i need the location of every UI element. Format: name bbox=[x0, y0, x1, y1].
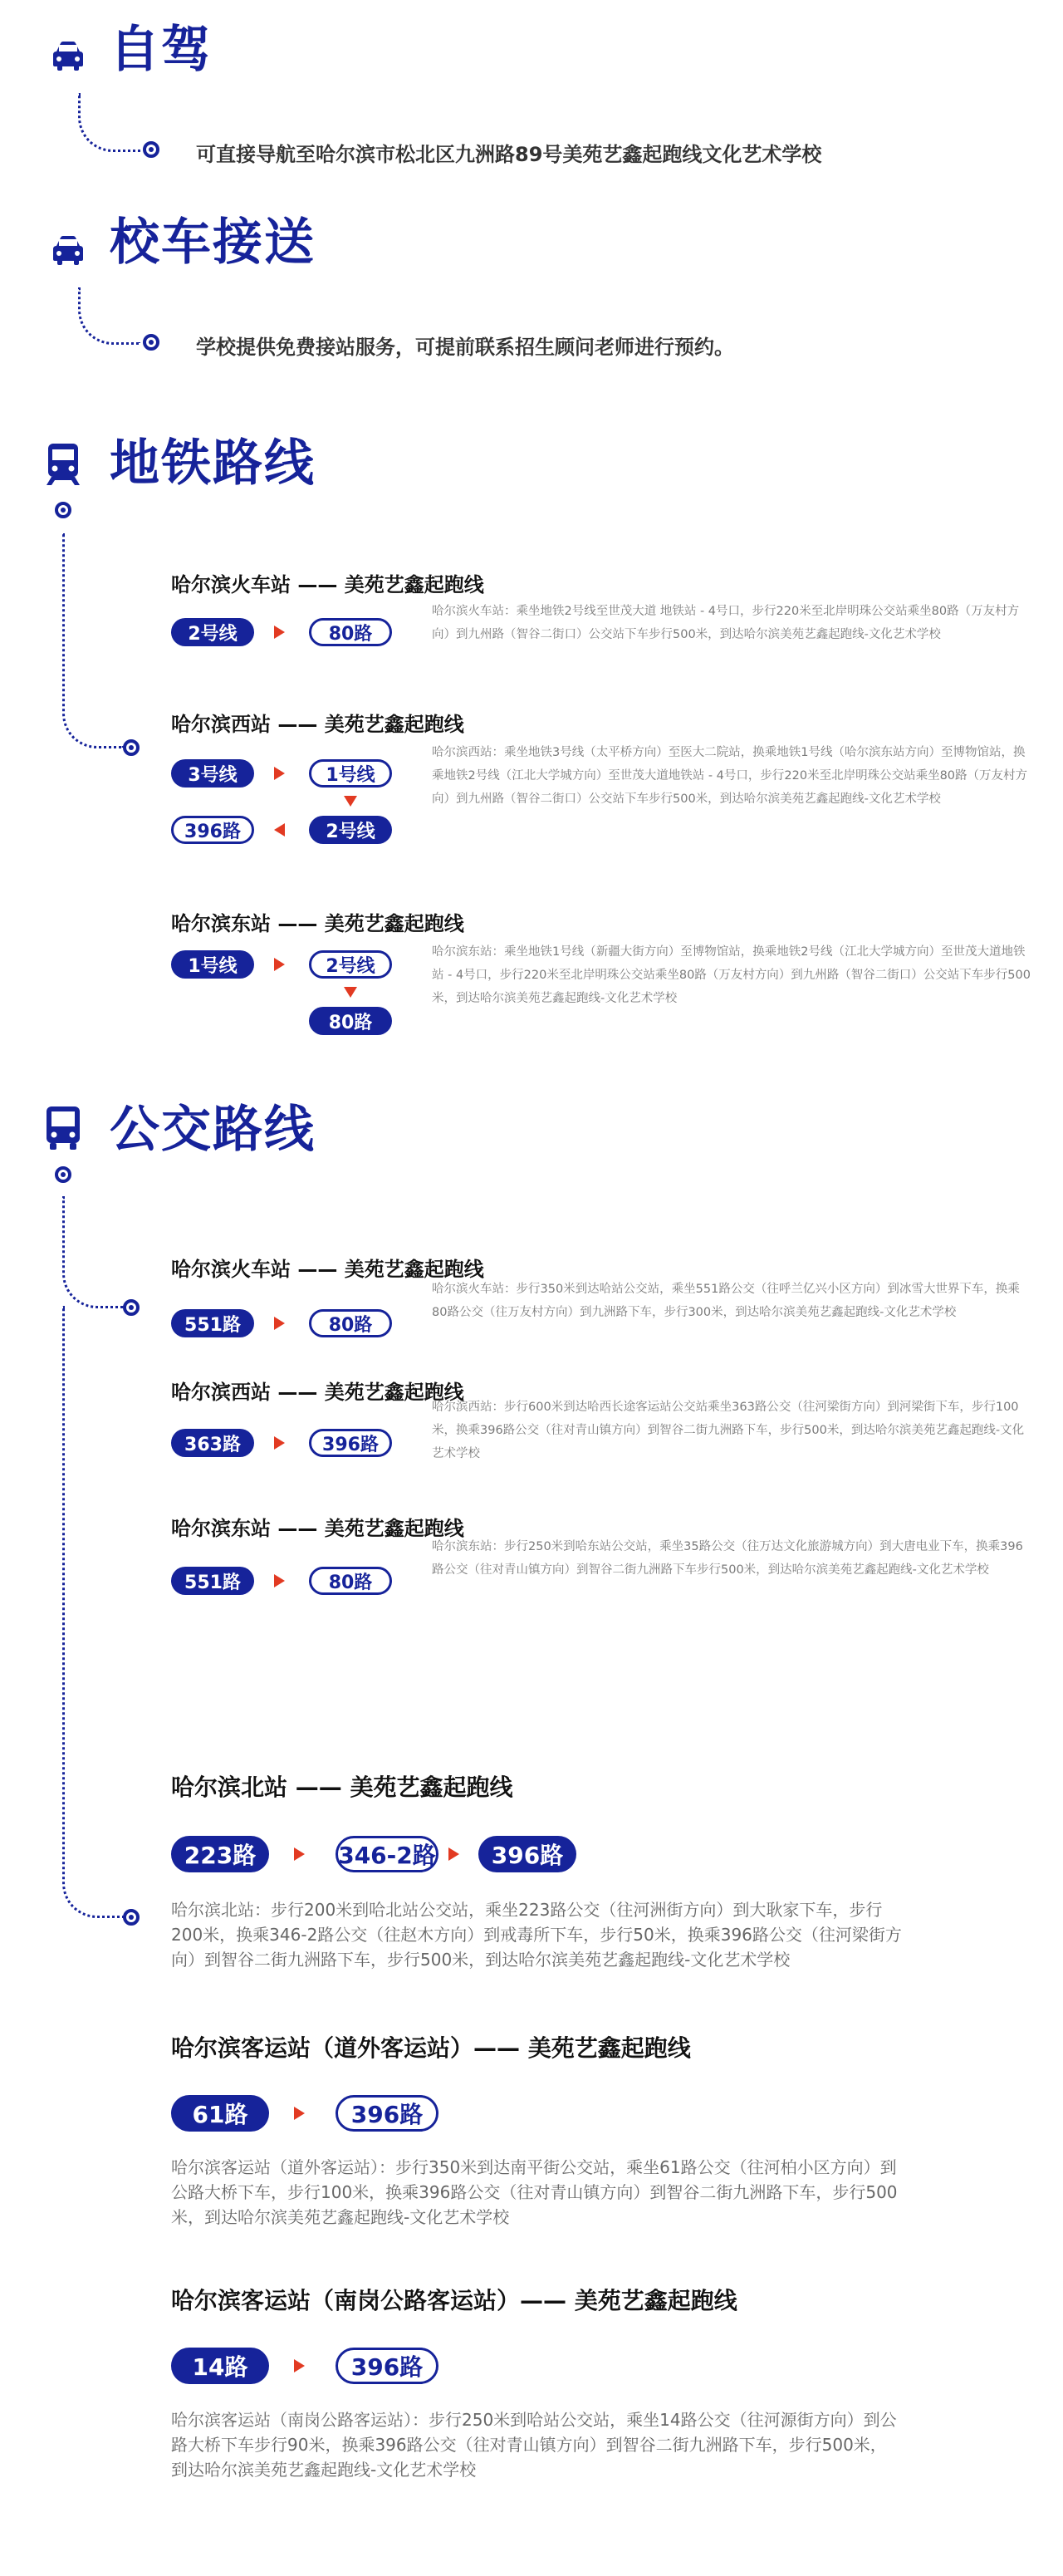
metro-route-2-title: 哈尔滨西站 —— 美苑艺鑫起跑线 bbox=[171, 713, 464, 736]
metro-route-2-line-2: 1号线 bbox=[309, 759, 392, 788]
metro-route-3-title: 哈尔滨东站 —— 美苑艺鑫起跑线 bbox=[171, 912, 464, 935]
car-icon bbox=[50, 37, 86, 73]
bus-route-4-desc: 哈尔滨北站：步行200米到哈北站公交站，乘坐223路公交（往河洲街方向）到大耿家下车，步行200米，换乘346-2路公交（往赵木方向）到戒毒所下车，步行50米，换乘396路公交（往河梁街方向）到智谷二街九洲路下车，步行500米，到达哈尔滨美苑艺鑫起跑线-文化艺术学校 bbox=[171, 1900, 902, 1970]
arrow-right bbox=[448, 1847, 459, 1861]
arrow-down bbox=[344, 796, 357, 807]
bus-connector-2 bbox=[62, 1306, 125, 1918]
bus-route-2-line-1: 363路 bbox=[171, 1429, 254, 1457]
shuttle-dot bbox=[143, 334, 159, 351]
bus-route-5-line-2: 396路 bbox=[336, 2095, 438, 2132]
self-drive-title: 自驾 bbox=[110, 21, 213, 79]
bus-connector-1 bbox=[62, 1196, 125, 1308]
bus-route-4-line-3: 396路 bbox=[478, 1836, 576, 1872]
bus-title: 公交路线 bbox=[110, 1101, 316, 1159]
arrow-right bbox=[274, 767, 285, 780]
metro-head-dot bbox=[55, 502, 71, 518]
arrow-left bbox=[274, 823, 285, 837]
shuttle-title: 校车接送 bbox=[110, 213, 316, 272]
bus-route-2-title: 哈尔滨西站 —— 美苑艺鑫起跑线 bbox=[171, 1381, 464, 1404]
arrow-right bbox=[274, 1436, 285, 1450]
bus-route-3-title: 哈尔滨东站 —— 美苑艺鑫起跑线 bbox=[171, 1517, 464, 1540]
bus-route-6-title: 哈尔滨客运站（南岗公路客运站）—— 美苑艺鑫起跑线 bbox=[171, 2287, 737, 2314]
bus-icon bbox=[43, 1105, 83, 1151]
shuttle-connector bbox=[78, 287, 140, 345]
bus-route-4-line-2: 346-2路 bbox=[336, 1836, 438, 1872]
bus-node-dot-1 bbox=[123, 1299, 140, 1316]
metro-route-1-line-2: 80路 bbox=[309, 618, 392, 646]
self-drive-text: 可直接导航至哈尔滨市松北区九洲路89号美苑艺鑫起跑线文化艺术学校 bbox=[196, 143, 822, 166]
metro-title: 地铁路线 bbox=[110, 434, 316, 493]
arrow-right bbox=[274, 1317, 285, 1330]
bus-route-3-line-1: 551路 bbox=[171, 1567, 254, 1595]
bus-route-4-line-1: 223路 bbox=[171, 1836, 269, 1872]
arrow-right bbox=[274, 958, 285, 971]
metro-route-2-line-3: 2号线 bbox=[309, 816, 392, 844]
bus-route-1-title: 哈尔滨火车站 —— 美苑艺鑫起跑线 bbox=[171, 1258, 484, 1281]
bus-route-4-title: 哈尔滨北站 —— 美苑艺鑫起跑线 bbox=[171, 1774, 513, 1801]
bus-route-5-desc: 哈尔滨客运站（道外客运站）：步行350米到达南平街公交站，乘坐61路公交（往河柏小区方向）到公路大桥下车，步行100米，换乘396路公交（往对青山镇方向）到智谷二街九洲路下车，步行500米，到达哈尔滨美苑艺鑫起跑线-文化艺术学校 bbox=[171, 2157, 898, 2227]
bus-route-6-line-2: 396路 bbox=[336, 2348, 438, 2384]
metro-route-1-desc: 哈尔滨火车站：乘坐地铁2号线至世茂大道 地铁站 - 4号口，步行220米至北岸明珠公交站乘坐80路（万友村方向）到九州路（智谷二街口）公交站下车步行500米，到达哈尔滨美苑艺鑫起跑线-文化艺术学校 bbox=[432, 605, 1020, 641]
metro-connector bbox=[62, 533, 125, 748]
arrow-right bbox=[294, 1847, 305, 1861]
self-drive-connector bbox=[78, 93, 140, 152]
bus-route-1-line-2: 80路 bbox=[309, 1309, 392, 1337]
bus-route-5-line-1: 61路 bbox=[171, 2095, 269, 2132]
metro-route-3-desc: 哈尔滨东站：乘坐地铁1号线（新疆大街方向）至博物馆站，换乘地铁2号线（江北大学城方向）至世茂大道地铁站 - 4号口，步行220米至北岸明珠公交站乘坐80路（万友村方向）到九州路（智谷二街口）公交站下车步行500米，到达哈尔滨美苑艺鑫起跑线-文化艺术学校 bbox=[432, 945, 1031, 1005]
metro-route-2-line-4: 396路 bbox=[171, 816, 254, 844]
metro-route-3-line-3: 80路 bbox=[309, 1007, 392, 1035]
bus-route-3-line-2: 80路 bbox=[309, 1567, 392, 1595]
metro-route-1-line-1: 2号线 bbox=[171, 618, 254, 646]
metro-route-3-line-1: 1号线 bbox=[171, 950, 254, 979]
self-drive-dot bbox=[143, 141, 159, 158]
arrow-right bbox=[274, 626, 285, 639]
metro-route-2-line-1: 3号线 bbox=[171, 759, 254, 788]
bus-route-3-desc: 哈尔滨东站：步行250米到哈东站公交站，乘坐35路公交（往万达文化旅游城方向）到大唐电业下车，换乘396路公交（往对青山镇方向）到智谷二街九洲路下车步行500米，到达哈尔滨美苑艺鑫起跑线-文化艺术学校 bbox=[432, 1540, 1023, 1577]
metro-route-2-desc: 哈尔滨西站：乘坐地铁3号线（太平桥方向）至医大二院站，换乘地铁1号线（哈尔滨东站方向）至博物馆站，换乘地铁2号线（江北大学城方向）至世茂大道地铁站 - 4号口，步行220米至北岸明珠公交站乘坐80路（万友村方向）到九州路（智谷二街口）公交站下车步行500米，到达哈尔滨美苑艺鑫起跑线-文化艺术学校 bbox=[432, 746, 1028, 806]
metro-node-dot bbox=[123, 739, 140, 756]
arrow-down bbox=[344, 987, 357, 998]
bus-route-5-title: 哈尔滨客运站（道外客运站）—— 美苑艺鑫起跑线 bbox=[171, 2034, 691, 2062]
bus-route-2-line-2: 396路 bbox=[309, 1429, 392, 1457]
bus-head-dot bbox=[55, 1166, 71, 1183]
bus-route-6-desc: 哈尔滨客运站（南岗公路客运站）：步行250米到哈站公交站，乘坐14路公交（往河源街方向）到公路大桥下车步行90米，换乘396路公交（往对青山镇方向）到智谷二街九洲路下车，步行500米，到达哈尔滨美苑艺鑫起跑线-文化艺术学校 bbox=[171, 2410, 897, 2480]
metro-icon bbox=[43, 442, 83, 487]
bus-node-dot-2 bbox=[123, 1909, 140, 1926]
bus-route-1-desc: 哈尔滨火车站：步行350米到达哈站公交站，乘坐551路公交（往呼兰亿兴小区方向）到冰雪大世界下车，换乘80路公交（往万友村方向）到九洲路下车，步行300米，到达哈尔滨美苑艺鑫起跑线-文化艺术学校 bbox=[432, 1283, 1020, 1319]
bus-route-6-line-1: 14路 bbox=[171, 2348, 269, 2384]
arrow-right bbox=[274, 1574, 285, 1587]
shuttle-text: 学校提供免费接站服务，可提前联系招生顾问老师进行预约。 bbox=[196, 336, 734, 359]
bus-route-1-line-1: 551路 bbox=[171, 1309, 254, 1337]
arrow-right bbox=[294, 2359, 305, 2372]
arrow-right bbox=[294, 2107, 305, 2120]
bus-route-2-desc: 哈尔滨西站：步行600米到达哈西长途客运站公交站乘坐363路公交（往河梁街方向）到河梁街下车，步行100米，换乘396路公交（往对青山镇方向）到智谷二街九洲路下车，步行500米，到达哈尔滨美苑艺鑫起跑线-文化艺术学校 bbox=[432, 1401, 1025, 1460]
metro-route-3-line-2: 2号线 bbox=[309, 950, 392, 979]
metro-route-1-title: 哈尔滨火车站 —— 美苑艺鑫起跑线 bbox=[171, 573, 484, 596]
car-icon bbox=[50, 231, 86, 267]
